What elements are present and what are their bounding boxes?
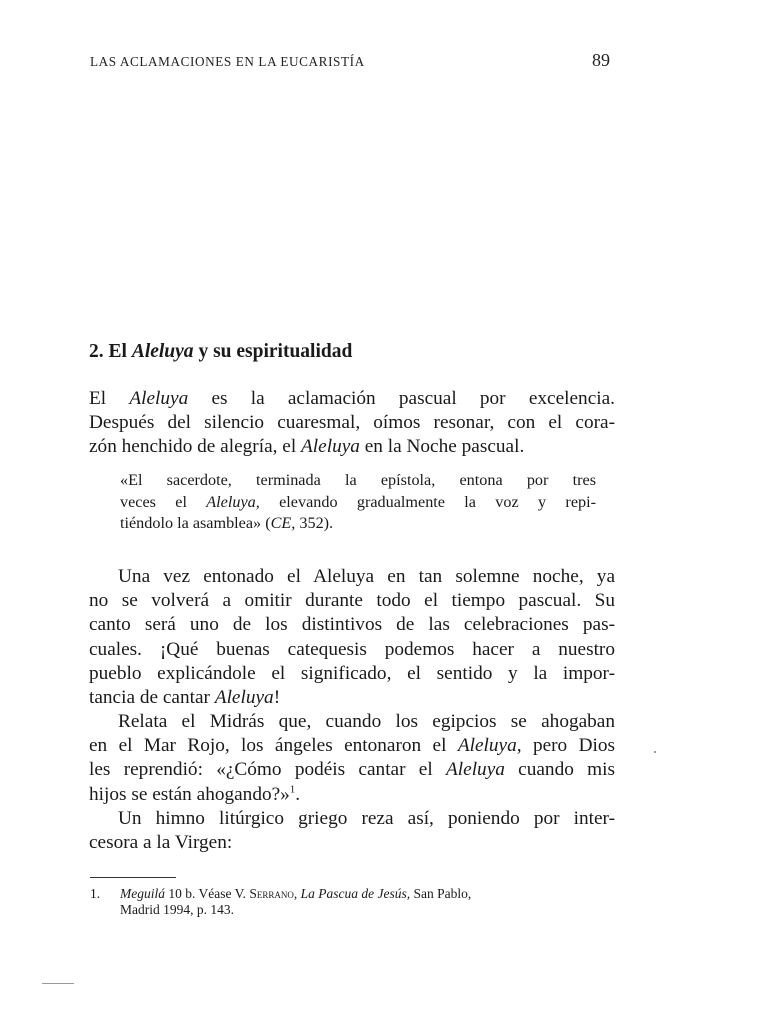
text-line: Un himno litúrgico griego reza así, poniendo por inter- — [118, 808, 615, 829]
footnote-1: 1. Meguilá 10 b. Véase V. Serrano, La Pascua de Jesús, San Pablo, Madrid 1994, p. 143. — [90, 886, 616, 918]
paragraph-2 — [89, 565, 615, 710]
section-title-italic: Aleluya — [131, 341, 194, 362]
footnote-ref[interactable]: 1 — [289, 783, 296, 796]
scan-mark — [654, 751, 656, 753]
text-line: zón henchido de alegría, el Aleluya en la Noche pascual. — [89, 436, 525, 458]
text-line: no se volverá a omitir durante todo el tiempo pascual. Su — [89, 590, 615, 612]
text-line: Una vez entonado el Aleluya en tan solemne noche, ya — [118, 566, 615, 587]
footnote-divider — [90, 877, 176, 878]
quote-line: tiéndolo la asamblea» (CE, 352). — [120, 514, 334, 533]
scan-mark — [42, 983, 74, 984]
footnote-line-2: Madrid 1994, p. 143. — [120, 902, 234, 917]
text-line: cesora a la Virgen: — [89, 832, 233, 854]
block-quote — [120, 470, 596, 535]
text-line: Después del silencio cuaresmal, oímos resonar, con el cora- — [89, 412, 615, 434]
text-line: El Aleluya es la aclamación pascual por excelencia. — [89, 388, 615, 409]
quote-line: «El sacerdote, terminada la epístola, entona por tres — [120, 471, 596, 489]
section-heading — [89, 341, 352, 363]
paragraph-1 — [89, 387, 615, 460]
page-number: 89 — [592, 50, 610, 70]
paragraph-4 — [89, 807, 615, 855]
section-number: 2. El — [89, 341, 127, 362]
text-line: canto será uno de los distintivos de las celebraciones pas- — [89, 614, 615, 636]
running-head: LAS ACLAMACIONES EN LA EUCARISTÍA — [90, 54, 365, 69]
quote-line: veces el Aleluya, elevando gradualmente la voz y repi- — [120, 492, 596, 511]
text-line: cuales. ¡Qué buenas catequesis podemos hacer a nuestro — [89, 638, 615, 660]
text-line: hijos se están ahogando?»$^1$. — [89, 783, 301, 805]
text-line: Relata el Midrás que, cuando los egipcios se ahogaban — [118, 711, 615, 732]
section-title-rest: y su espiritualidad — [198, 341, 353, 362]
footnote-number: 1. — [90, 886, 101, 901]
text-line: les reprendió: «¿Cómo podéis cantar el Aleluya cuando mis — [89, 759, 615, 781]
paragraph-3 — [89, 710, 615, 807]
text-line: en el Mar Rojo, los ángeles entonaron el Aleluya, pero Dios — [89, 735, 615, 757]
text-line: pueblo explicándole el significado, el sentido y la impor- — [89, 662, 615, 684]
text-line: tancia de cantar Aleluya! — [89, 687, 281, 709]
